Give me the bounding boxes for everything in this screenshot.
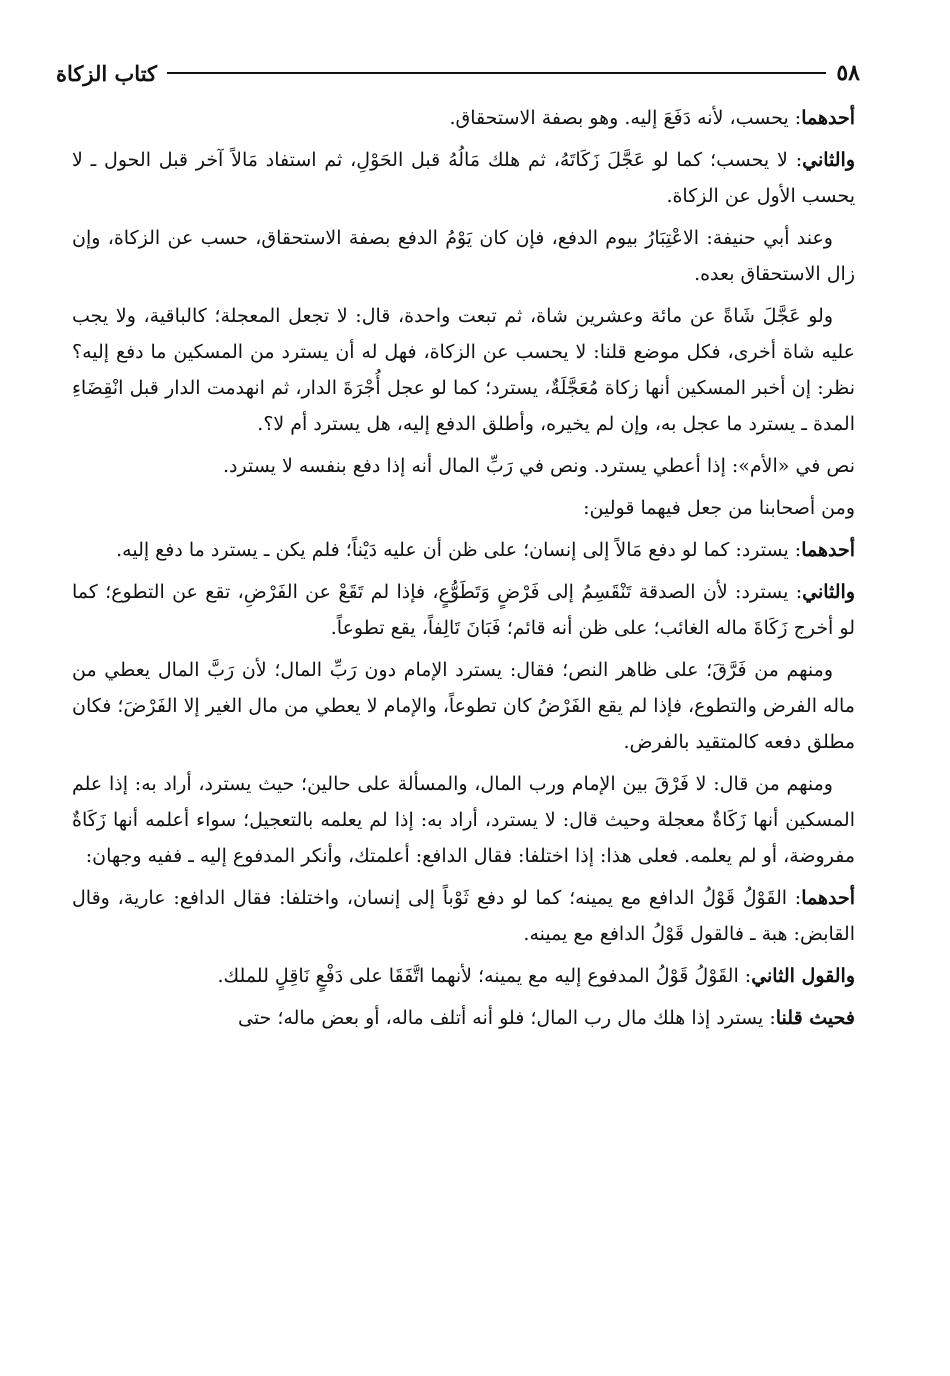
paragraph-lead: أحدهما (801, 107, 855, 129)
paragraph-text: : يسترد إذا هلك مال رب المال؛ فلو أنه أتلف ماله، أو بعض ماله؛ حتى (237, 1007, 776, 1029)
paragraph (72, 574, 855, 646)
paragraph-text: : يسترد: لأن الصدقة تَنْقَسِمُ إلى فَرْضٍ وَتَطَوُّعٍ، فإذا لم تَقَعْ عن الفَرْضِ، تقع عن التطوع؛ كما لو أخرج زَكَاةَ ماله الغائب؛ على ظن أنه قائم؛ فَبَانَ تَالِفاً، يقع تطوعاً. (72, 581, 855, 639)
paragraph (72, 880, 855, 952)
paragraph-text: ومن أصحابنا من جعل فيهما قولين: (583, 497, 855, 519)
paragraph-text: : يسترد: كما لو دفع مَالاً إلى إنسان؛ على ظن أن عليه دَيْناً؛ فلم يكن ـ يسترد ما دفع إليه. (116, 539, 802, 561)
paragraph (72, 490, 855, 526)
paragraph-text: ومنهم من فَرَّقَ؛ على ظاهر النص؛ فقال: يسترد الإمام دون رَبِّ المال؛ لأن رَبَّ المال يعطي من ماله الفرض والتطوع، فإذا لم يقع الفَرْضُ كان تطوعاً، والإمام لا يعطي من مال الغير إلا الفَرْضَ؛ فكان مطلق دفعه كالمتقيد بالفرض. (72, 659, 855, 753)
book-title: كتاب الزكاة (56, 60, 158, 86)
paragraph-lead: والثاني (802, 149, 855, 171)
paragraph (72, 142, 855, 214)
header-rule (167, 72, 826, 74)
paragraph-text: : يحسب، لأنه دَفَعَ إليه. وهو بصفة الاستحقاق. (449, 107, 802, 129)
paragraph (72, 766, 855, 874)
paragraph-text: ومنهم من قال: لا فَرْقَ بين الإمام ورب المال، والمسألة على حالين؛ حيث يسترد، أراد به: إذا علم المسكين أنها زَكَاةٌ معجلة وحيث قال: لا يسترد، أراد به: إذا لم يعلمه بالتعجيل؛ سواء أعلمه أنها زَكَاةٌ مفروضة، أو لم يعلمه. فعلى هذا: إذا اختلفا: فقال الدافع: أعلمتك، وأنكر المدفوع إليه ـ ففيه وجهان: (72, 773, 855, 867)
paragraph-text: نص في «الأم»: إذا أعطي يسترد. ونص في رَبِّ المال أنه إذا دفع بنفسه لا يسترد. (223, 455, 855, 477)
paragraph (72, 298, 855, 442)
paragraph-text: : القَوْلُ قَوْلُ المدفوع إليه مع يمينه؛ لأنهما اتَّفَقَا على دَفْعٍ نَاقِلٍ للملك. (217, 965, 752, 987)
paragraph-text: ولو عَجَّلَ شَاةً عن مائة وعشرين شاة، ثم تبعت واحدة، قال: لا تجعل المعجلة؛ كالباقية، ولا يجب عليه شاة أخرى، فكل موضع قلنا: لا يحسب عن الزكاة، فهل له أن يسترد من المسكين ما دفع إليه؟ نظر: إن أخبر المسكين أنها زكاة مُعَجَّلَةٌ، يسترد؛ كما لو عجل أُجْرَةَ الدار، ثم انهدمت الدار قبل انْقِضَاءِ المدة ـ يسترد ما عجل به، وإن لم يخيره، وأطلق الدفع إليه، هل يسترد أم لا؟. (72, 305, 855, 435)
paragraph-lead: والثاني (802, 581, 855, 603)
paragraph (72, 100, 855, 136)
paragraph-text: وعند أبي حنيفة: الاعْتِبَارُ بيوم الدفع، فإن كان يَوْمُ الدفع بصفة الاستحقاق، حسب عن الزكاة، وإن زال الاستحقاق بعده. (72, 227, 855, 285)
paragraph-lead: فحيث قلنا (775, 1007, 855, 1029)
paragraph-text: : القَوْلُ قَوْلُ الدافع مع يمينه؛ كما لو دفع ثَوْباً إلى إنسان، واختلفا: فقال الدافع: عارية، وقال القابض: هبة ـ فالقول قَوْلُ الدافع مع يمينه. (72, 887, 855, 945)
page-body (72, 100, 855, 1042)
paragraph-text: : لا يحسب؛ كما لو عَجَّلَ زَكَاتَهُ، ثم هلك مَالُهُ قبل الحَوْلِ، ثم استفاد مَالاً آخر قبل الحول ـ لا يحسب الأول عن الزكاة. (72, 149, 855, 207)
paragraph (72, 652, 855, 760)
page-number: ٥٨ (836, 60, 860, 86)
paragraph (72, 220, 855, 292)
paragraph-lead: أحدهما (801, 887, 855, 909)
paragraph-lead: والقول الثاني (751, 965, 855, 987)
paragraph (72, 958, 855, 994)
paragraph (72, 448, 855, 484)
running-header (56, 58, 860, 88)
paragraph (72, 1000, 855, 1036)
paragraph (72, 532, 855, 568)
paragraph-lead: أحدهما (801, 539, 855, 561)
